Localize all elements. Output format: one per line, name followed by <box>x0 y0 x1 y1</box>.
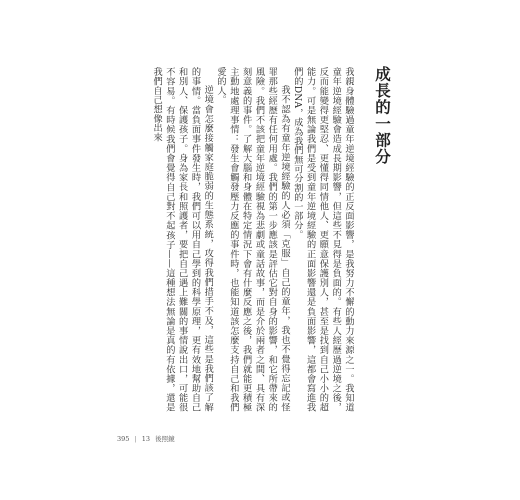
footer-separator: | <box>134 435 137 443</box>
chapter-title: 後照鏡 <box>155 435 175 443</box>
paragraph: 逆境會怎麼接觸家庭脆弱的生態系統，攻得我們措手不及，這些是我們該了解的事情。當負面事件發生時，我們可以用自己學到的科學原理，更有效地幫助自己和別人、保護孩子。身為家長和照護者，要把自己遇上難關的事情說出口，可能很不容易。有時候我們會覺得自己對不起孩子——這種想法無論是真的有依據，還是我們自己想像出來 <box>151 67 214 412</box>
body-text <box>100 67 354 412</box>
page-number: 395 <box>117 435 130 443</box>
paragraph: 我親身體驗過童年逆境經驗的正反面影響，是我努力不懈的動力來源之一。我知道童年逆境經驗會造成長期影響，但這些不見得是負面的。有些人經歷過逆境之後，反而能變得更堅忍、更懂得同情他人、更願意保護別人，甚至是找到自己小小的超能力。可是無論我們是受到童年逆境經驗的正面影響還是負面影響，這都會寫進我們的DNA，成為我們無可分割的一部分。 <box>291 67 354 412</box>
paragraph: 我不認為有童年逆境經驗的人必須「克服」自己的童年，我也不覺得忘記或怪罪那些經歷有任何用處。我們的第一步應該是評估它對自身的影響，和它所帶來的風險。我們不該把童年逆境經驗視為悲劇或童話故事，而是介於兩者之間、具有深刻意義的事件。了解大腦和身體在特定情況下會有什麼反應之後，我們就能更積極主動地處理事情：發生會觸發壓力反應的事件時，也能知道該怎麼支持自己和我們愛的人。 <box>215 67 291 412</box>
section-heading: 成長的一部分 <box>373 66 391 165</box>
page-footer <box>117 434 178 443</box>
chapter-number: 13 <box>141 435 151 443</box>
